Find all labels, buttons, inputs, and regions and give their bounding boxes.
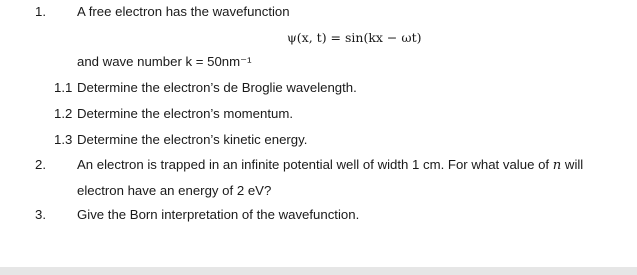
question-2-text-after: will (564, 157, 584, 172)
question-2-number: 2. (35, 157, 46, 172)
question-2-line-2: electron have an energy of 2 eV? (77, 183, 272, 198)
part-1-1-text: Determine the electron’s de Broglie wavelength. (77, 80, 357, 95)
wavefunction-equation: ψ(x, t) = sin(kx − ωt) (287, 30, 422, 45)
part-1-1-label: 1.1 (54, 80, 73, 95)
question-3-text: Give the Born interpretation of the wavefunction. (77, 207, 360, 222)
part-1-3-text: Determine the electron’s kinetic energy. (77, 132, 308, 147)
question-3-number: 3. (35, 207, 46, 222)
question-1-number: 1. (35, 4, 46, 19)
part-1-2-label: 1.2 (54, 106, 73, 121)
page-bottom-strip (0, 267, 637, 275)
question-1-intro: A free electron has the wavefunction (77, 4, 290, 19)
part-1-2-text: Determine the electron’s momentum. (77, 106, 293, 121)
part-1-3-label: 1.3 (54, 132, 73, 147)
question-2-text-before: An electron is trapped in an infinite potential well of width 1 cm. For what value of (77, 157, 550, 172)
wave-number-statement: and wave number k = 50nm⁻¹ (77, 54, 252, 69)
question-2-line-1 (77, 157, 583, 174)
variable-n: n (552, 158, 562, 173)
